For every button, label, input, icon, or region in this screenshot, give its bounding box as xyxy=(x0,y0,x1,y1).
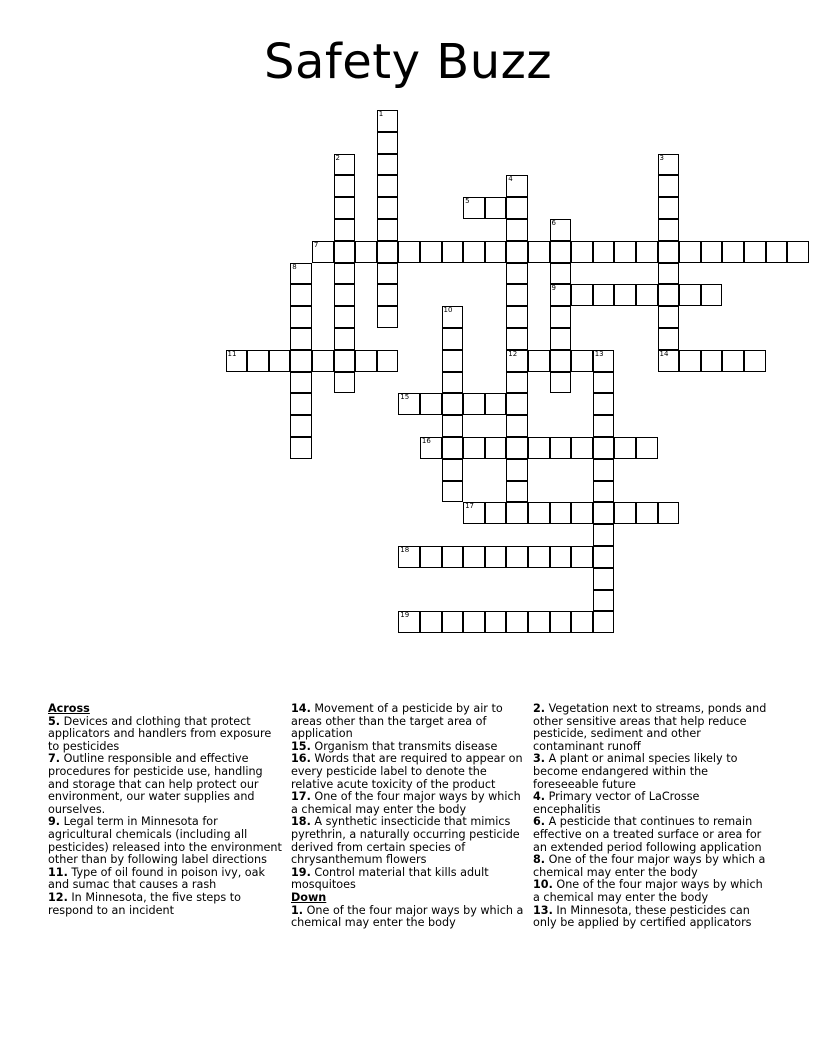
grid-cell[interactable] xyxy=(377,263,399,285)
grid-cell[interactable] xyxy=(334,263,356,285)
grid-cell[interactable] xyxy=(442,437,464,459)
grid-cell[interactable] xyxy=(290,350,312,372)
grid-cell[interactable] xyxy=(528,241,550,263)
grid-cell[interactable] xyxy=(506,437,528,459)
grid-cell[interactable] xyxy=(528,437,550,459)
grid-cell[interactable] xyxy=(398,546,420,568)
grid-cell[interactable] xyxy=(377,154,399,176)
down-clue-6: 6. A pesticide that continues to remain effective on a treated surface or area for an extended period following application xyxy=(533,815,762,854)
grid-cell[interactable] xyxy=(506,502,528,524)
clue-number: 13 xyxy=(594,349,604,358)
grid-cell[interactable] xyxy=(485,437,507,459)
grid-cell[interactable] xyxy=(614,437,636,459)
down-clue-8: 8. One of the four major ways by which a chemical may enter the body xyxy=(533,853,766,879)
grid-cell[interactable] xyxy=(550,546,572,568)
grid-cell[interactable] xyxy=(377,175,399,197)
clues-column-1 xyxy=(48,703,283,917)
grid-cell[interactable] xyxy=(377,306,399,328)
clues-column-3 xyxy=(533,703,768,930)
grid-cell[interactable] xyxy=(506,306,528,328)
grid-cell[interactable] xyxy=(593,502,615,524)
clue-number: 15 xyxy=(400,393,410,402)
down-clue-4: 4. Primary vector of LaCrosse encephalitis xyxy=(533,790,700,816)
grid-cell[interactable] xyxy=(442,393,464,415)
down-heading: Down xyxy=(291,890,327,904)
clue-number: 18 xyxy=(400,546,410,554)
grid-cell[interactable] xyxy=(377,284,399,306)
grid-cell[interactable] xyxy=(550,219,572,241)
grid-cell[interactable] xyxy=(290,393,312,415)
puzzle-title: Safety Buzz xyxy=(263,34,553,90)
grid-cell[interactable] xyxy=(377,241,399,263)
grid-cell[interactable] xyxy=(506,197,528,219)
grid-cell[interactable] xyxy=(658,197,680,219)
grid-cell[interactable] xyxy=(312,350,334,372)
grid-cell[interactable] xyxy=(787,241,809,263)
grid-cell[interactable] xyxy=(550,437,572,459)
grid-cell[interactable] xyxy=(593,524,615,546)
grid-cell[interactable] xyxy=(442,546,464,568)
grid-cell[interactable] xyxy=(571,546,593,568)
grid-cell[interactable] xyxy=(290,306,312,328)
grid-cell[interactable] xyxy=(550,328,572,350)
grid-cell[interactable] xyxy=(506,219,528,241)
grid-cell[interactable] xyxy=(442,415,464,437)
grid-cell[interactable] xyxy=(593,568,615,590)
grid-cell[interactable] xyxy=(485,502,507,524)
grid-cell[interactable] xyxy=(355,241,377,263)
grid-cell[interactable] xyxy=(506,481,528,503)
clues-column-2 xyxy=(291,703,526,930)
clue-number: 19 xyxy=(400,611,410,620)
grid-cell[interactable] xyxy=(658,175,680,197)
grid-cell[interactable] xyxy=(377,110,399,132)
grid-cell[interactable] xyxy=(658,328,680,350)
grid-cell[interactable] xyxy=(334,306,356,328)
clue-number: 3 xyxy=(659,153,664,162)
grid-cell[interactable] xyxy=(506,393,528,415)
across-clue-9: 9. Legal term in Minnesota for agricultural chemicals (including all pesticides) released into the environment other than by following label directions xyxy=(48,815,282,867)
clue-number: 5 xyxy=(465,197,470,206)
grid-cell[interactable] xyxy=(506,263,528,285)
grid-cell[interactable] xyxy=(226,350,248,372)
clue-number: 10 xyxy=(443,306,453,315)
grid-cell[interactable] xyxy=(506,175,528,197)
across-clue-17: 17. One of the four major ways by which a chemical may enter the body xyxy=(291,790,521,816)
grid-cell[interactable] xyxy=(398,393,420,415)
grid-cell[interactable] xyxy=(334,154,356,176)
grid-cell[interactable] xyxy=(571,241,593,263)
grid-cell[interactable] xyxy=(334,372,356,394)
grid-cell[interactable] xyxy=(744,350,766,372)
grid-cell[interactable] xyxy=(550,241,572,263)
grid-cell[interactable] xyxy=(679,350,701,372)
clue-number: 7 xyxy=(313,240,319,249)
grid-cell[interactable] xyxy=(593,546,615,568)
grid-cell[interactable] xyxy=(593,611,615,633)
grid-cell[interactable] xyxy=(269,350,291,372)
grid-cell[interactable] xyxy=(334,241,356,263)
grid-cell[interactable] xyxy=(614,241,636,263)
across-clue-16: 16. Words that are required to appear on every pesticide label to denote the relative acute toxicity of the product xyxy=(291,752,523,791)
grid-cell[interactable] xyxy=(701,284,723,306)
grid-cell[interactable] xyxy=(550,284,572,306)
grid-cell[interactable] xyxy=(377,132,399,154)
down-clue-10: 10. One of the four major ways by which a chemical may enter the body xyxy=(533,878,763,904)
grid-cell[interactable] xyxy=(463,546,485,568)
grid-cell[interactable] xyxy=(334,175,356,197)
grid-cell[interactable] xyxy=(442,459,464,481)
grid-cell[interactable] xyxy=(528,546,550,568)
clue-number: 1 xyxy=(378,110,384,118)
grid-cell[interactable] xyxy=(744,241,766,263)
grid-cell[interactable] xyxy=(593,590,615,612)
grid-cell[interactable] xyxy=(334,197,356,219)
grid-cell[interactable] xyxy=(290,284,312,306)
grid-cell[interactable] xyxy=(506,241,528,263)
grid-cell[interactable] xyxy=(722,241,744,263)
across-clue-12: 12. In Minnesota, the five steps to respond to an incident xyxy=(48,890,242,917)
down-clue-3: 3. A plant or animal species likely to become endangered within the foreseeable future xyxy=(533,752,738,791)
clue-number: 9 xyxy=(551,284,556,293)
clue-number: 12 xyxy=(508,349,518,358)
grid-cell[interactable] xyxy=(463,197,485,219)
grid-cell[interactable] xyxy=(420,611,442,633)
grid-cell[interactable] xyxy=(722,350,744,372)
grid-cell[interactable] xyxy=(593,284,615,306)
across-clue-14: 14. Movement of a pesticide by air to areas other than the target area of application xyxy=(291,702,503,741)
grid-cell[interactable] xyxy=(593,459,615,481)
grid-cell[interactable] xyxy=(571,284,593,306)
grid-cell[interactable] xyxy=(614,284,636,306)
clue-number: 8 xyxy=(292,262,297,271)
grid-cell[interactable] xyxy=(377,350,399,372)
clue-number: 16 xyxy=(421,437,431,445)
grid-cell[interactable] xyxy=(593,393,615,415)
grid-cell[interactable] xyxy=(593,415,615,437)
grid-cell[interactable] xyxy=(550,306,572,328)
grid-cell[interactable] xyxy=(420,241,442,263)
grid-cell[interactable] xyxy=(506,415,528,437)
grid-cell[interactable] xyxy=(290,372,312,394)
grid-cell[interactable] xyxy=(506,546,528,568)
grid-cell[interactable] xyxy=(506,459,528,481)
grid-cell[interactable] xyxy=(312,241,334,263)
grid-cell[interactable] xyxy=(593,241,615,263)
clue-number: 14 xyxy=(659,349,669,358)
grid-cell[interactable] xyxy=(290,437,312,459)
grid-cell[interactable] xyxy=(463,393,485,415)
grid-cell[interactable] xyxy=(506,611,528,633)
grid-cell[interactable] xyxy=(420,437,442,459)
grid-cell[interactable] xyxy=(442,372,464,394)
grid-cell[interactable] xyxy=(420,546,442,568)
grid-cell[interactable] xyxy=(506,350,528,372)
grid-cell[interactable] xyxy=(658,241,680,263)
grid-cell[interactable] xyxy=(442,350,464,372)
grid-cell[interactable] xyxy=(528,611,550,633)
grid-cell[interactable] xyxy=(463,502,485,524)
grid-cell[interactable] xyxy=(377,197,399,219)
grid-cell[interactable] xyxy=(658,284,680,306)
grid-cell[interactable] xyxy=(463,437,485,459)
grid-cell[interactable] xyxy=(636,241,658,263)
down-clue-2: 2. Vegetation next to streams, ponds and other sensitive areas that help reduce pesticide, sediment and other contaminant runoff xyxy=(533,702,767,753)
clue-number: 2 xyxy=(335,153,340,162)
grid-cell[interactable] xyxy=(463,611,485,633)
grid-cell[interactable] xyxy=(636,284,658,306)
grid-cell[interactable] xyxy=(485,393,507,415)
grid-cell[interactable] xyxy=(442,306,464,328)
grid-cell[interactable] xyxy=(766,241,788,263)
grid-cell[interactable] xyxy=(485,241,507,263)
grid-cell[interactable] xyxy=(420,393,442,415)
across-clue-5: 5. Devices and clothing that protect applicators and handlers from exposure to pesticides xyxy=(48,714,272,753)
grid-cell[interactable] xyxy=(658,502,680,524)
grid-cell[interactable] xyxy=(334,350,356,372)
across-heading: Across xyxy=(48,702,90,715)
grid-cell[interactable] xyxy=(442,328,464,350)
clue-number: 17 xyxy=(465,502,475,511)
grid-cell[interactable] xyxy=(334,284,356,306)
grid-cell[interactable] xyxy=(550,611,572,633)
grid-cell[interactable] xyxy=(550,502,572,524)
grid-cell[interactable] xyxy=(614,502,636,524)
grid-cell[interactable] xyxy=(701,350,723,372)
grid-cell[interactable] xyxy=(247,350,269,372)
grid-cell[interactable] xyxy=(658,350,680,372)
grid-cell[interactable] xyxy=(290,263,312,285)
across-clue-15: 15. Organism that transmits disease xyxy=(291,739,498,753)
grid-cell[interactable] xyxy=(398,241,420,263)
grid-cell[interactable] xyxy=(550,350,572,372)
grid-cell[interactable] xyxy=(442,241,464,263)
grid-cell[interactable] xyxy=(290,328,312,350)
grid-cell[interactable] xyxy=(593,372,615,394)
grid-cell[interactable] xyxy=(506,328,528,350)
clue-number: 6 xyxy=(551,219,556,227)
grid-cell[interactable] xyxy=(550,372,572,394)
grid-cell[interactable] xyxy=(528,350,550,372)
grid-cell[interactable] xyxy=(463,241,485,263)
grid-cell[interactable] xyxy=(550,263,572,285)
grid-cell[interactable] xyxy=(485,197,507,219)
grid-cell[interactable] xyxy=(290,415,312,437)
across-clue-11: 11. Type of oil found in poison ivy, oak and sumac that causes a rash xyxy=(48,865,265,892)
grid-cell[interactable] xyxy=(334,328,356,350)
across-clue-7: 7. Outline responsible and effective procedures for pesticide use, handling and storage that can help protect our environment, our water supplies and ourselves. xyxy=(48,752,263,816)
down-clue-13: 13. In Minnesota, these pesticides can only be applied by certified applicators xyxy=(533,903,752,930)
grid-cell[interactable] xyxy=(679,241,701,263)
grid-cell[interactable] xyxy=(701,241,723,263)
grid-cell[interactable] xyxy=(658,219,680,241)
grid-cell[interactable] xyxy=(506,284,528,306)
grid-cell[interactable] xyxy=(658,263,680,285)
grid-cell[interactable] xyxy=(571,350,593,372)
grid-cell[interactable] xyxy=(636,502,658,524)
grid-cell[interactable] xyxy=(398,611,420,633)
grid-cell[interactable] xyxy=(377,219,399,241)
grid-cell[interactable] xyxy=(593,350,615,372)
grid-cell[interactable] xyxy=(571,437,593,459)
grid-cell[interactable] xyxy=(571,611,593,633)
grid-cell[interactable] xyxy=(334,219,356,241)
grid-cell[interactable] xyxy=(355,350,377,372)
clue-number: 11 xyxy=(227,349,237,358)
grid-cell[interactable] xyxy=(593,437,615,459)
grid-cell[interactable] xyxy=(442,611,464,633)
grid-cell[interactable] xyxy=(528,502,550,524)
grid-cell[interactable] xyxy=(658,154,680,176)
grid-cell[interactable] xyxy=(636,437,658,459)
across-clue-18: 18. A synthetic insecticide that mimics pyrethrin, a naturally occurring pesticide derived from certain species of chrysanthemum flowers xyxy=(291,815,520,867)
grid-cell[interactable] xyxy=(658,306,680,328)
grid-cell[interactable] xyxy=(506,372,528,394)
clue-number: 4 xyxy=(508,175,513,184)
grid-cell[interactable] xyxy=(485,546,507,568)
grid-cell[interactable] xyxy=(593,481,615,503)
down-clue-1: 1. One of the four major ways by which a chemical may enter the body xyxy=(291,903,524,930)
grid-cell[interactable] xyxy=(679,284,701,306)
grid-cell[interactable] xyxy=(442,481,464,503)
grid-cell[interactable] xyxy=(571,502,593,524)
grid-cell[interactable] xyxy=(485,611,507,633)
across-clue-19: 19. Control material that kills adult mosquitoes xyxy=(291,865,489,892)
